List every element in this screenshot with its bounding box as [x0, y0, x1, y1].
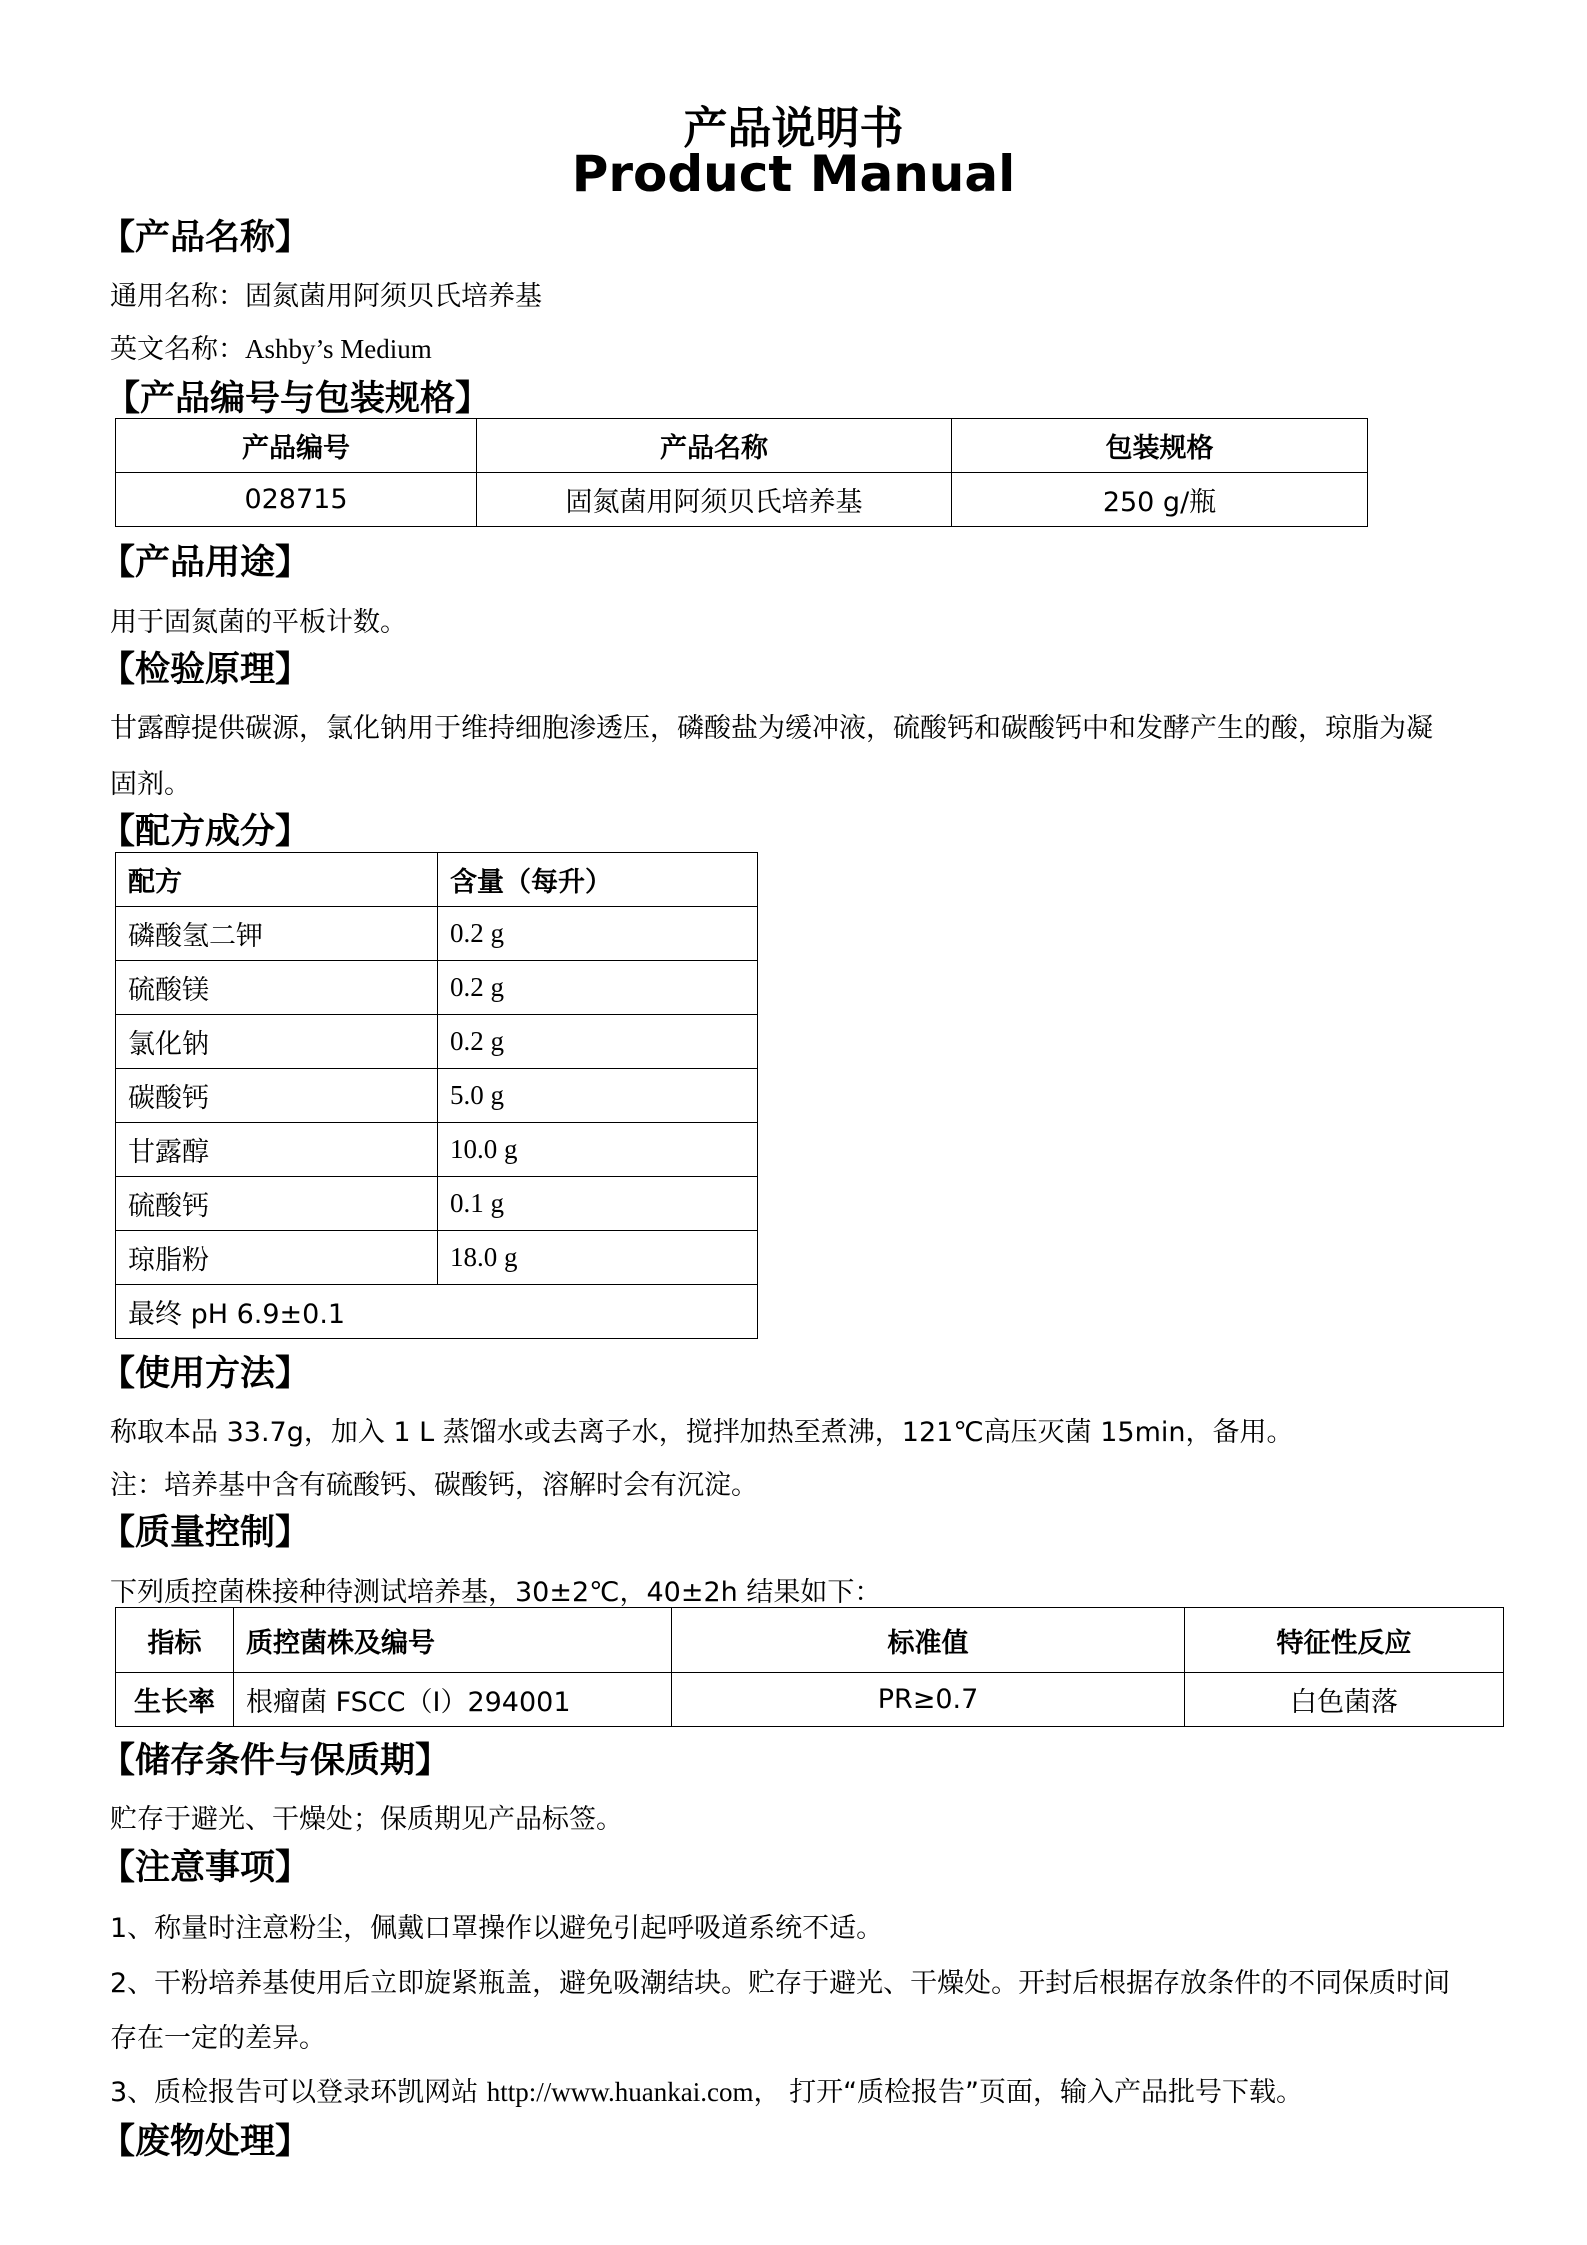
- table-header: 含量（每升）: [438, 853, 758, 907]
- table-cell: PR≥0.7: [672, 1673, 1185, 1727]
- formula-table: [115, 852, 758, 1339]
- formula-ingredient: 氯化钠: [116, 1015, 438, 1069]
- english-name-label: 英文名称：: [110, 334, 245, 365]
- common-name: 通用名称：固氮菌用阿须贝氏培养基: [110, 281, 542, 312]
- formula-amount: 0.2 g: [438, 907, 758, 961]
- formula-ingredient: 碳酸钙: [116, 1069, 438, 1123]
- principle-line-2: 固剂。: [110, 769, 191, 800]
- qc-intro: 下列质控菌株接种待测试培养基，30±2℃，40±2h 结果如下：: [110, 1577, 882, 1608]
- formula-amount: 0.1 g: [438, 1177, 758, 1231]
- formula-amount: 0.2 g: [438, 1015, 758, 1069]
- heading-usage: 【使用方法】: [100, 1354, 311, 1394]
- formula-ingredient: 磷酸氢二钾: [116, 907, 438, 961]
- english-name: [110, 327, 432, 366]
- table-header: 配方: [116, 853, 438, 907]
- note-1: 1、称量时注意粉尘，佩戴口罩操作以避免引起呼吸道系统不适。: [110, 1913, 884, 1944]
- heading-quality-control: 【质量控制】: [100, 1513, 311, 1553]
- english-name-value: Ashby’s Medium: [245, 334, 432, 364]
- formula-ingredient: 琼脂粉: [116, 1231, 438, 1285]
- table-cell: 固氮菌用阿须贝氏培养基: [477, 473, 952, 527]
- heading-notes: 【注意事项】: [100, 1848, 311, 1888]
- formula-amount: 18.0 g: [438, 1231, 758, 1285]
- heading-formula: 【配方成分】: [100, 812, 311, 852]
- formula-amount: 5.0 g: [438, 1069, 758, 1123]
- table-header: 特征性反应: [1185, 1608, 1504, 1673]
- table-header: 质控菌株及编号: [234, 1608, 672, 1673]
- table-cell: 生长率: [116, 1673, 234, 1727]
- heading-product-use: 【产品用途】: [100, 543, 311, 583]
- code-pack-table: [115, 418, 1368, 527]
- table-cell: 根瘤菌 FSCC（I）294001: [234, 1673, 672, 1727]
- heading-storage: 【储存条件与保质期】: [100, 1741, 451, 1781]
- usage-line-2: 注：培养基中含有硫酸钙、碳酸钙，溶解时会有沉淀。: [110, 1470, 758, 1501]
- product-use-text: 用于固氮菌的平板计数。: [110, 607, 407, 638]
- heading-code-pack: 【产品编号与包装规格】: [105, 379, 491, 419]
- table-cell: 028715: [116, 473, 477, 527]
- note-2-line-2: 存在一定的差异。: [110, 2023, 326, 2054]
- table-cell: 白色菌落: [1185, 1673, 1504, 1727]
- formula-amount: 0.2 g: [438, 961, 758, 1015]
- final-ph: 最终 pH 6.9±0.1: [116, 1285, 758, 1339]
- formula-ingredient: 甘露醇: [116, 1123, 438, 1177]
- table-header: 标准值: [672, 1608, 1185, 1673]
- formula-amount: 10.0 g: [438, 1123, 758, 1177]
- qc-table: [115, 1607, 1504, 1727]
- title-english: Product Manual: [571, 145, 1016, 203]
- table-header: 产品编号: [116, 419, 477, 473]
- storage-text: 贮存于避光、干燥处；保质期见产品标签。: [110, 1804, 623, 1835]
- formula-ingredient: 硫酸镁: [116, 961, 438, 1015]
- principle-line-1: 甘露醇提供碳源，氯化钠用于维持细胞渗透压，磷酸盐为缓冲液，硫酸钙和碳酸钙中和发酵产生的酸，琼脂为凝: [110, 713, 1433, 744]
- title-chinese: 产品说明书: [683, 103, 904, 154]
- heading-principle: 【检验原理】: [100, 650, 311, 690]
- table-header: 产品名称: [477, 419, 952, 473]
- usage-line-1: 称取本品 33.7g，加入 1 L 蒸馏水或去离子水，搅拌加热至煮沸，121℃高压灭菌 15min，备用。: [110, 1417, 1294, 1448]
- heading-product-name: 【产品名称】: [100, 218, 311, 258]
- table-cell: 250 g/瓶: [952, 473, 1368, 527]
- note-3: [110, 2070, 1303, 2109]
- website-link[interactable]: http://www.huankai.com: [486, 2077, 754, 2107]
- formula-ingredient: 硫酸钙: [116, 1177, 438, 1231]
- heading-waste: 【废物处理】: [100, 2122, 311, 2162]
- table-header: 指标: [116, 1608, 234, 1673]
- note-3-suffix: ， 打开“质检报告”页面，输入产品批号下载。: [753, 2077, 1304, 2108]
- note-2-line-1: 2、干粉培养基使用后立即旋紧瓶盖，避免吸潮结块。贮存于避光、干燥处。开封后根据存放条件的不同保质时间: [110, 1968, 1451, 1999]
- table-header: 包装规格: [952, 419, 1368, 473]
- note-3-prefix: 3、质检报告可以登录环凯网站: [110, 2077, 487, 2108]
